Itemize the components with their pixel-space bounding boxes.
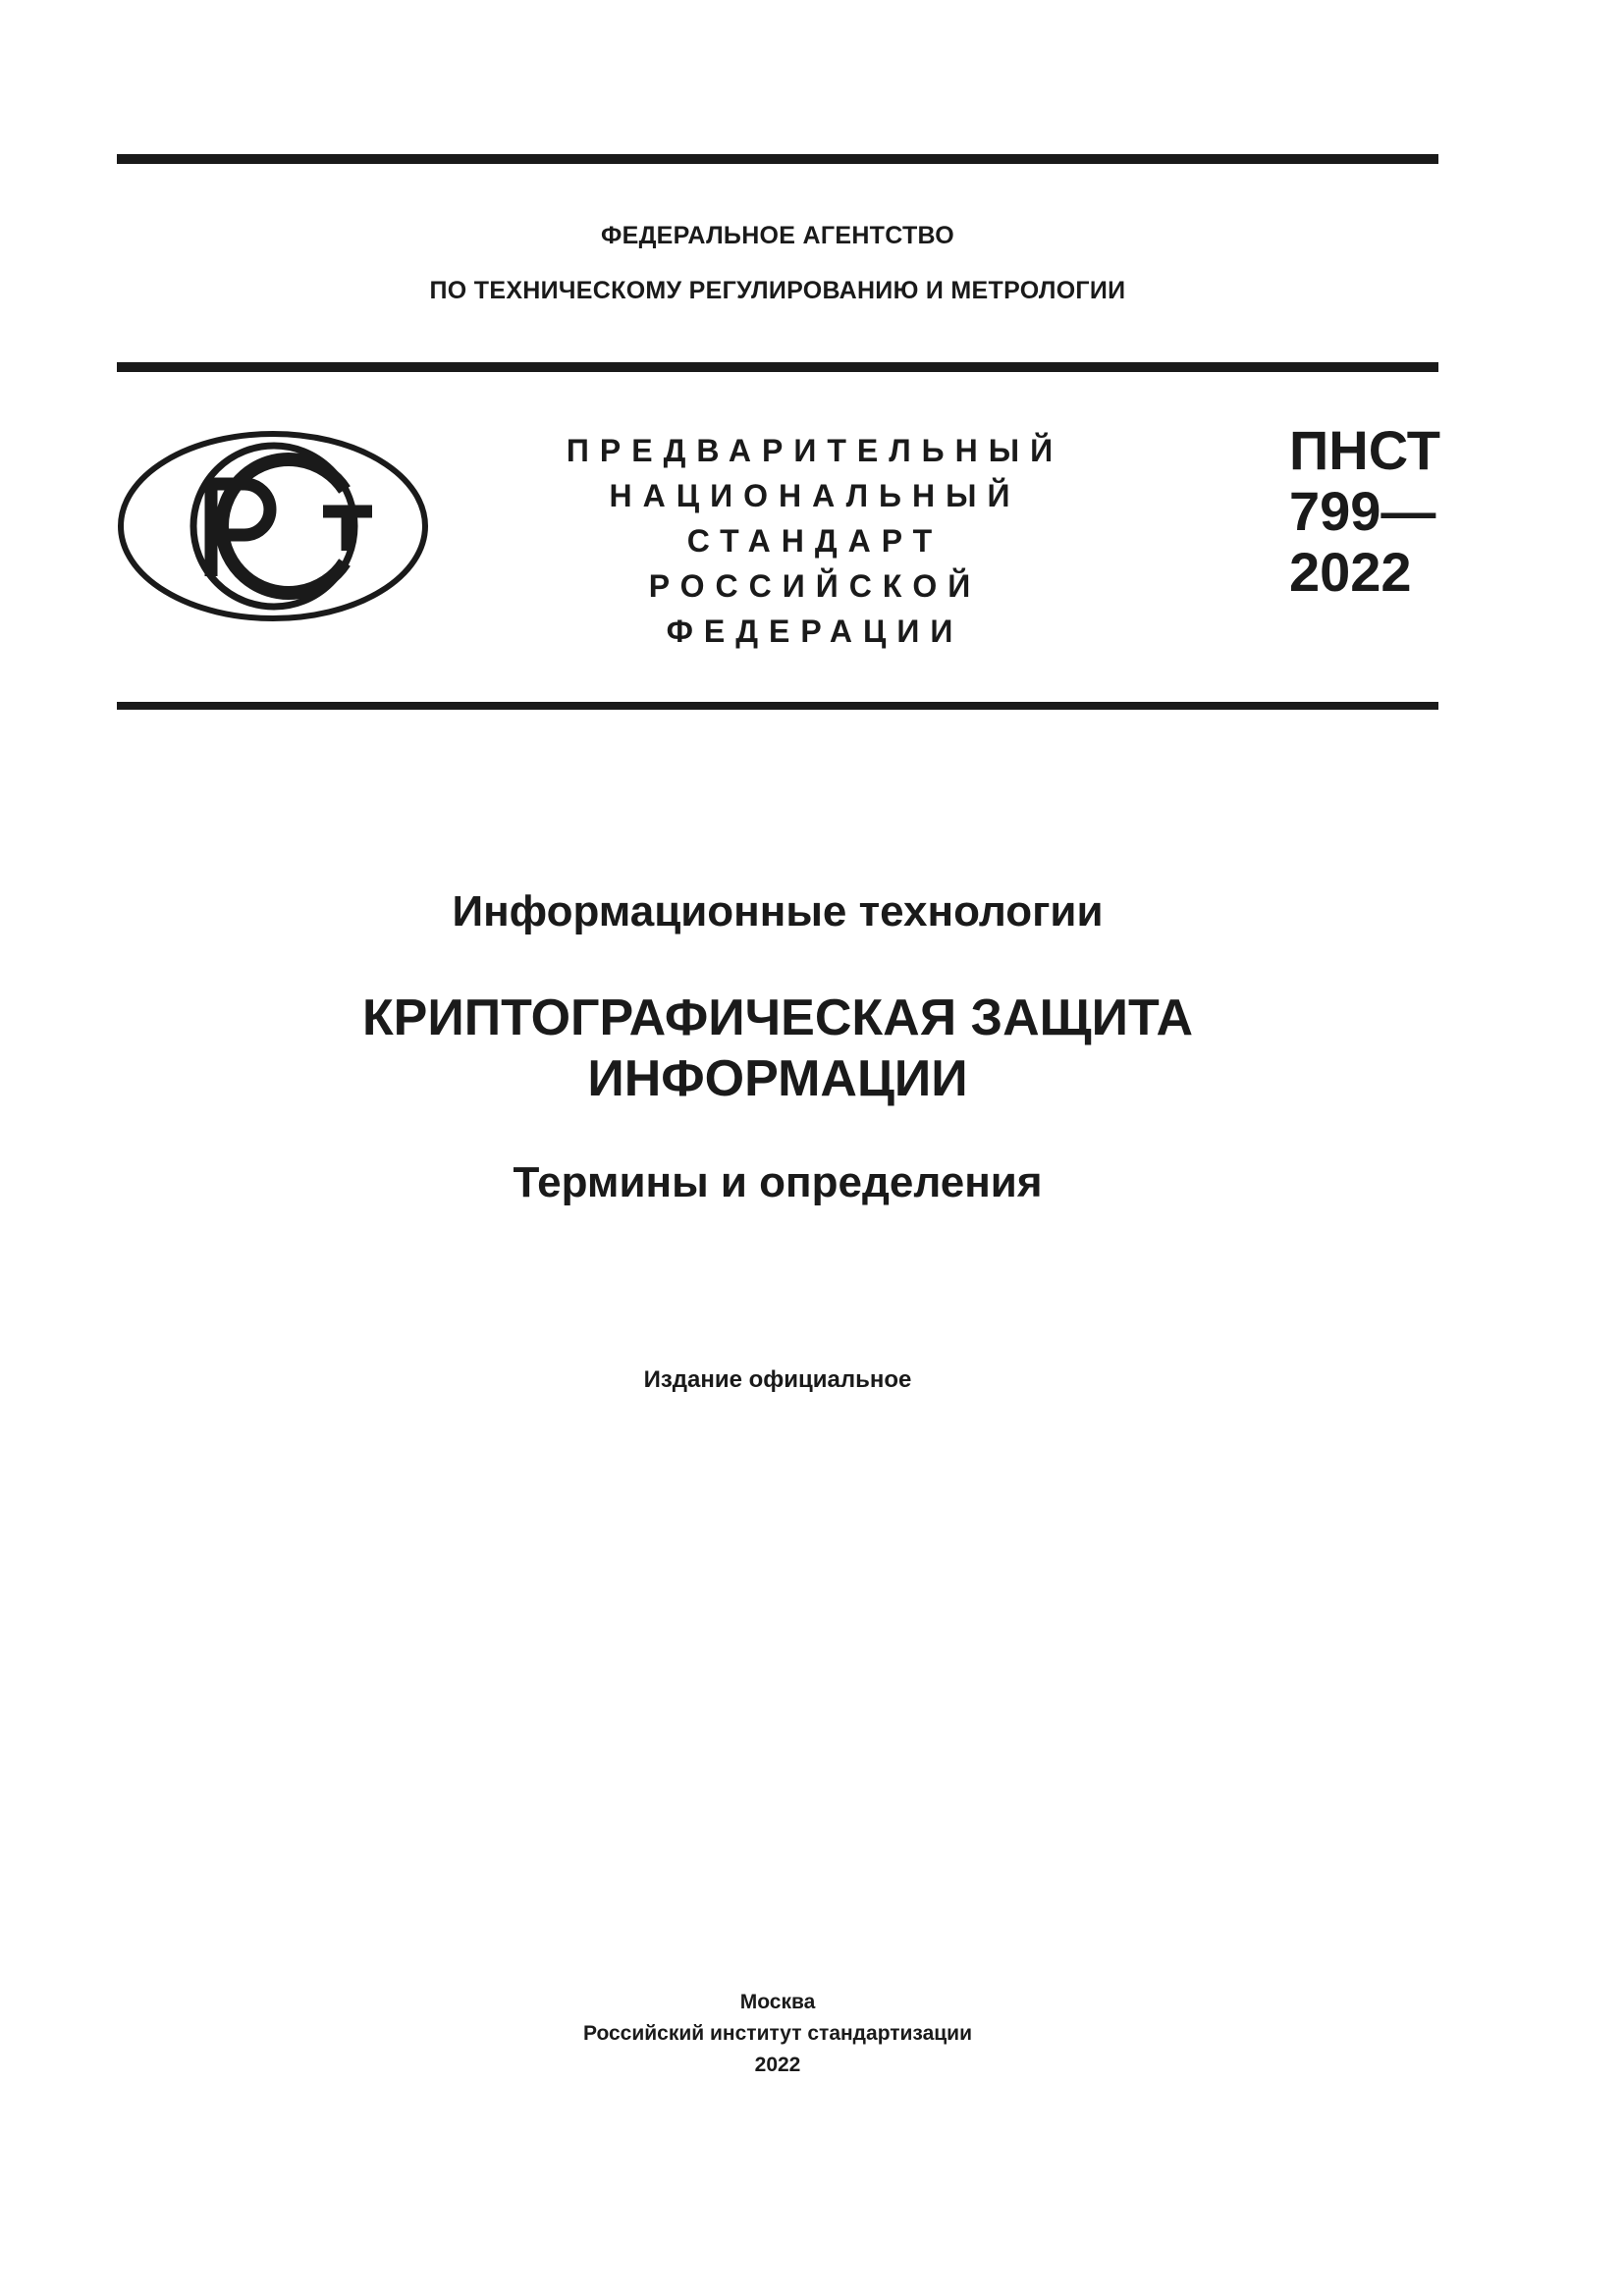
imprint-publisher: Российский институт стандартизации (582, 2022, 973, 2045)
header-rule (117, 362, 1438, 372)
document-title (117, 988, 1438, 1109)
rst-logo-icon (117, 429, 429, 623)
document-subtitle: Термины и определения (513, 1158, 1043, 1206)
standard-type-line: ФЕДЕРАЦИИ (666, 614, 964, 649)
imprint (117, 1987, 1438, 2081)
document-field: Информационные технологии (452, 887, 1104, 935)
standard-type-line: НАЦИОНАЛЬНЫЙ (609, 478, 1021, 513)
document-title-line: ИНФОРМАЦИИ (587, 1050, 968, 1107)
edition-note: Издание официальное (643, 1366, 912, 1393)
standard-type-line: СТАНДАРТ (686, 523, 944, 559)
agency-line-2: ПО ТЕХНИЧЕСКОМУ РЕГУЛИРОВАНИЮ И МЕТРОЛОГИИ (429, 277, 1126, 304)
imprint-city: Москва (739, 1991, 816, 2013)
imprint-year: 2022 (754, 2054, 801, 2076)
top-rule (117, 154, 1438, 164)
standard-code-year: 2022 (1289, 541, 1412, 603)
masthead-bottom-rule (117, 702, 1438, 710)
standard-code-number: 799— (1289, 480, 1436, 542)
standard-code (1289, 420, 1446, 603)
standard-code-prefix: ПНСТ (1289, 419, 1440, 481)
document-title-line: КРИПТОГРАФИЧЕСКАЯ ЗАЩИТА (361, 989, 1194, 1046)
standard-type (550, 428, 1080, 654)
agency-line-1: ФЕДЕРАЛЬНОЕ АГЕНТСТВО (600, 222, 955, 249)
standard-type-line: ПРЕДВАРИТЕЛЬНЫЙ (566, 433, 1064, 468)
standard-type-line: РОССИЙСКОЙ (648, 568, 982, 604)
